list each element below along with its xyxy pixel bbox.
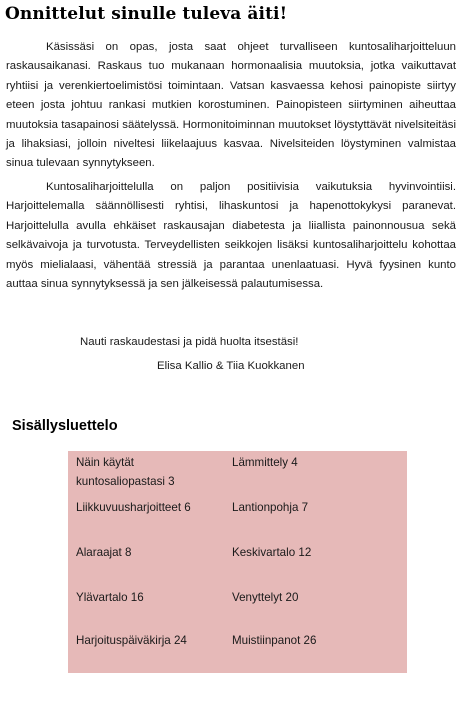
toc-item-lantionpohja[interactable]: Lantionpohja 7 bbox=[232, 501, 309, 514]
author-signature: Elisa Kallio & Tiia Kuokkanen bbox=[157, 360, 305, 372]
toc-item-liikkuvuusharjoitteet[interactable]: Liikkuvuusharjoitteet 6 bbox=[76, 501, 191, 514]
toc-item-nain-kaytat[interactable]: Näin käytät kuntosaliopastasi 3 bbox=[76, 456, 175, 488]
toc-heading: Sisällysluettelo bbox=[12, 418, 118, 434]
page-title: Onnittelut sinulle tuleva äiti! bbox=[5, 4, 288, 24]
toc-item-muistiinpanot[interactable]: Muistiinpanot 26 bbox=[232, 634, 317, 647]
toc-item-venyttelyt[interactable]: Venyttelyt 20 bbox=[232, 591, 299, 604]
toc-item-lammittely[interactable]: Lämmittely 4 bbox=[232, 456, 298, 469]
intro-paragraph-1: Käsissäsi on opas, josta saat ohjeet turvalliseen kuntosaliharjoitteluun raskausaikanasi. Raskaus tuo mukanaan hormonaalisia muutoksia, jotka vaikuttavat ryhtiisi ja verenkiertoelimistösi toimintaan. Vatsan kasvaessa kehosi painopiste siirtyy eteen josta johtuu rankasi mutkien korostuminen. Painopisteen siirtyminen aiheuttaa muutoksia tasapainosi säätelyssä. Hormonitoiminnan muutokset löystyttävät nivelsiteitäsi ja lihaksiasi, jolloin niveltesi liikelaajuus kasvaa. Nivelsiteiden löystyminen valmistaa sinua tulevaan synnytykseen. bbox=[6, 41, 456, 170]
intro-paragraph-2: Kuntosaliharjoittelulla on paljon positiivisia vaikutuksia hyvinvointiisi. Harjoittelemalla säännöllisesti ryhtisi, lihaskuntosi ja hapenottokykysi paranevat. Harjoittelulla avulla ehkäiset raskausajan diabetesta ja liiallista painonnousua sekä selkävaivoja ja turvotusta. Terveydellisten seikkojen lisäksi kuntosaliharjoittelu kohottaa myös mielialaasi, vähentää stressiä ja parantaa unenlaatuasi. Hyvä fyysinen kunto auttaa sinua synnytyksessä ja sen jälkeisessä palautumisessa. bbox=[6, 181, 456, 291]
toc-item-harjoituspaivakirja[interactable]: Harjoituspäiväkirja 24 bbox=[76, 634, 187, 647]
toc-item-keskivartalo[interactable]: Keskivartalo 12 bbox=[232, 546, 312, 559]
closing-line: Nauti raskaudestasi ja pidä huolta itsestäsi! bbox=[80, 336, 299, 348]
toc-item-alaraajat[interactable]: Alaraajat 8 bbox=[76, 546, 132, 559]
table-of-contents bbox=[68, 451, 407, 673]
toc-item-ylavartalo[interactable]: Ylävartalo 16 bbox=[76, 591, 144, 604]
